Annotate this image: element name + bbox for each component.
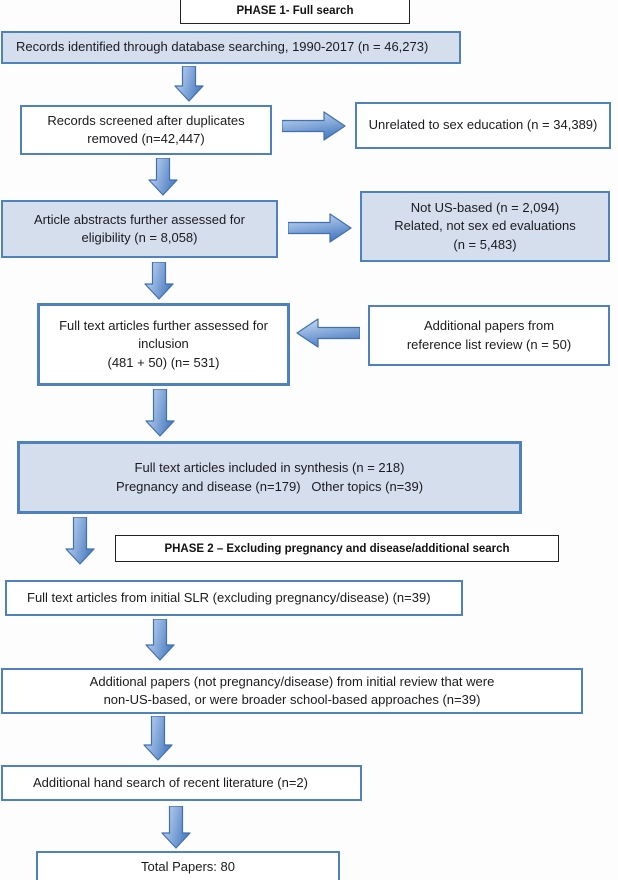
box-line: reference list review (n = 50) [406, 336, 572, 352]
box-additional-reference-papers [368, 305, 610, 366]
box-line: Article abstracts further assessed for [34, 211, 245, 227]
arrow-down-icon [65, 517, 95, 565]
arrow-right-icon [282, 111, 346, 141]
box-line: non-US-based, or were broader school-based approaches (n=39) [103, 692, 481, 707]
box-text: Full text articles from initial SLR (excluding pregnancy/disease) (n=39) [27, 589, 431, 605]
box-text: Additional hand search of recent literature (n=2) [33, 774, 308, 790]
arrow-down-icon [145, 619, 175, 661]
box-line: Records screened after duplicates [47, 112, 245, 128]
box-line: Full text articles included in synthesis (n = 218) [134, 460, 405, 476]
phase1-header [180, 0, 410, 24]
box-line: Additional papers from [423, 318, 555, 334]
phase1-label: PHASE 1- Full search [236, 5, 354, 17]
box-additional-papers [1, 668, 583, 714]
arrow-left-icon [296, 317, 360, 349]
arrow-right-icon [288, 213, 352, 243]
arrow-down-icon [144, 262, 174, 300]
box-line: removed (n=42,447) [87, 131, 205, 146]
box-line: (n = 5,483) [453, 236, 517, 252]
box-line: Full text articles further assessed for [59, 318, 268, 334]
box-line: Additional papers (not pregnancy/disease) from initial review that were [89, 673, 495, 689]
box-line: (481 + 50) (n= 531) [107, 354, 220, 370]
box-line: Not US-based (n = 2,094) [410, 200, 560, 216]
phase2-header [115, 535, 559, 562]
arrow-down-icon [145, 389, 175, 437]
box-line: Related, not sex ed evaluations [394, 218, 576, 234]
arrow-down-icon [161, 806, 191, 849]
box-records-identified [1, 31, 461, 64]
box-fulltext-assessed [37, 303, 290, 386]
arrow-down-icon [143, 716, 173, 761]
arrow-down-icon [148, 158, 178, 196]
box-hand-search [1, 765, 362, 801]
box-line: Pregnancy and disease (n=179) Other topics (n=39) [115, 478, 424, 494]
box-line: eligibility (n = 8,058) [81, 230, 198, 245]
box-records-screened [20, 105, 272, 155]
box-unrelated-excluded [355, 102, 611, 149]
box-initial-slr [5, 580, 463, 616]
box-text: Total Papers: 80 [141, 858, 235, 874]
box-text: Records identified through database searching, 1990-2017 (n = 46,273) [16, 39, 429, 55]
box-text: Unrelated to sex education (n = 34,389) [368, 117, 598, 133]
box-included-synthesis [17, 441, 522, 514]
box-abstracts-assessed [1, 200, 278, 258]
box-total-papers [36, 851, 340, 880]
box-line: inclusion [138, 336, 189, 352]
arrow-down-icon [174, 66, 204, 102]
phase2-label: PHASE 2 – Excluding pregnancy and disease/additional search [164, 542, 510, 555]
box-not-us-excluded [360, 191, 610, 262]
